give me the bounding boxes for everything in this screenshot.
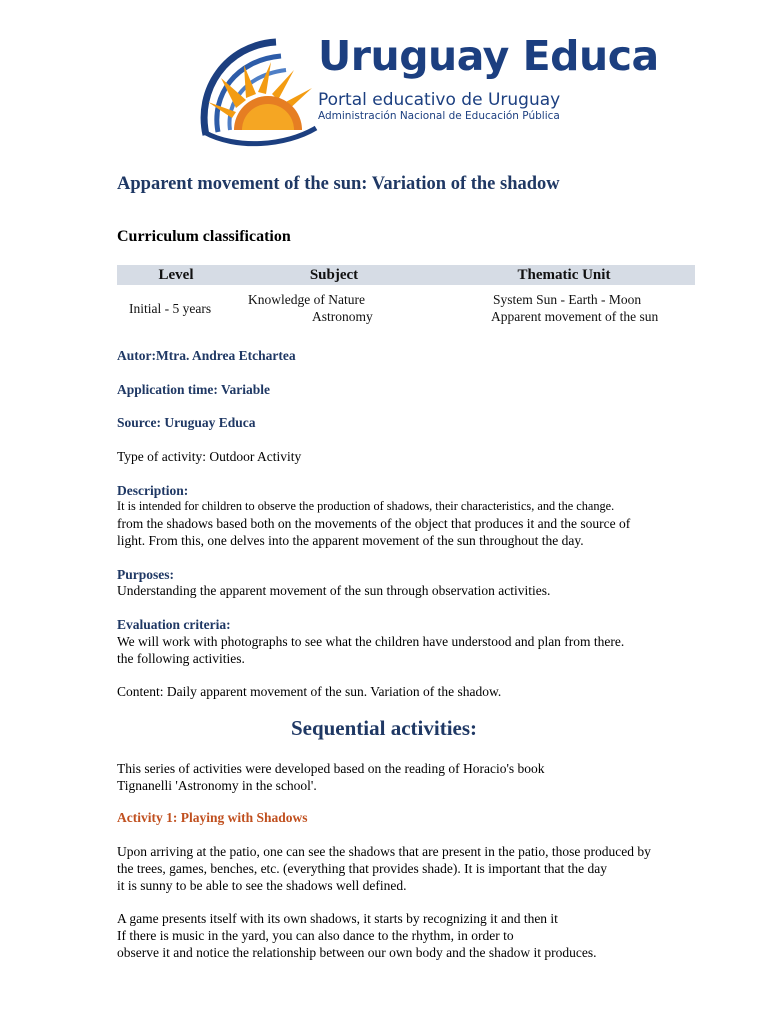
paragraph-line: A game presents itself with its own shadows, it starts by recognizing it and then it bbox=[117, 911, 558, 926]
evaluation-text bbox=[117, 633, 707, 667]
activity-1-paragraph-2 bbox=[117, 910, 707, 961]
paragraph-line: Upon arriving at the patio, one can see the shadows that are present in the patio, those produced by bbox=[117, 844, 651, 859]
header-level: Level bbox=[158, 267, 194, 283]
intro-line: This series of activities were developed based on the reading of Horacio's book bbox=[117, 761, 545, 776]
intro-line: Tignanelli 'Astronomy in the school'. bbox=[117, 778, 317, 793]
header-subject: Subject bbox=[309, 267, 359, 283]
cell-subject-line2: Astronomy bbox=[312, 309, 373, 324]
description-label: Description: bbox=[117, 483, 189, 498]
purposes-label: Purposes: bbox=[117, 567, 174, 582]
paragraph-line: observe it and notice the relationship between our own body and the shadow it produces. bbox=[117, 945, 597, 960]
source: Source: Uruguay Educa bbox=[117, 415, 256, 430]
logo-tagline: Portal educativo de Uruguay bbox=[318, 90, 561, 110]
logo-sun-emblem-icon bbox=[196, 30, 321, 150]
cell-subject-line1: Knowledge of Nature bbox=[248, 292, 365, 307]
description-line: light. From this, one delves into the apparent movement of the sun throughout the day. bbox=[117, 533, 584, 548]
activity-type: Type of activity: Outdoor Activity bbox=[117, 449, 302, 464]
cell-level: Initial - 5 years bbox=[129, 301, 212, 316]
logo-name: Uruguay Educa bbox=[318, 32, 659, 80]
paragraph-line: If there is music in the yard, you can also dance to the rhythm, in order to bbox=[117, 928, 514, 943]
header-thematic-unit: Thematic Unit bbox=[517, 267, 611, 283]
cell-unit-line2: Apparent movement of the sun bbox=[491, 309, 659, 324]
document-title: Apparent movement of the sun: Variation of the shadow bbox=[117, 174, 560, 194]
curriculum-table bbox=[117, 265, 695, 327]
activity-1-paragraph-1 bbox=[117, 843, 707, 894]
uruguay-educa-logo bbox=[196, 30, 659, 150]
table-header-row bbox=[117, 265, 695, 285]
paragraph-line: it is sunny to be able to see the shadows well defined. bbox=[117, 878, 407, 893]
paragraph-line: the trees, games, benches, etc. (everything that provides shade). It is important that the day bbox=[117, 861, 607, 876]
evaluation-line: We will work with photographs to see what the children have understood and plan from there. bbox=[117, 634, 625, 649]
curriculum-heading: Curriculum classification bbox=[117, 228, 291, 245]
sequential-intro bbox=[117, 760, 707, 794]
activity-1-title: Activity 1: Playing with Shadows bbox=[117, 810, 308, 825]
description-line: It is intended for children to observe the production of shadows, their characteristics, and the change. bbox=[117, 499, 615, 513]
content-statement: Content: Daily apparent movement of the sun. Variation of the shadow. bbox=[117, 684, 502, 699]
cell-unit-line1: System Sun - Earth - Moon bbox=[493, 292, 642, 307]
sequential-activities-heading: Sequential activities: bbox=[290, 716, 478, 740]
description-line: from the shadows based both on the movements of the object that produces it and the source of bbox=[117, 516, 631, 531]
author: Autor:Mtra. Andrea Etchartea bbox=[117, 348, 296, 363]
description-text bbox=[117, 498, 707, 549]
evaluation-label: Evaluation criteria: bbox=[117, 617, 231, 632]
purposes-text: Understanding the apparent movement of the sun through observation activities. bbox=[117, 583, 551, 598]
logo-subtagline: Administración Nacional de Educación Pública bbox=[318, 110, 560, 122]
application-time: Application time: Variable bbox=[117, 382, 271, 397]
evaluation-line: the following activities. bbox=[117, 651, 245, 666]
